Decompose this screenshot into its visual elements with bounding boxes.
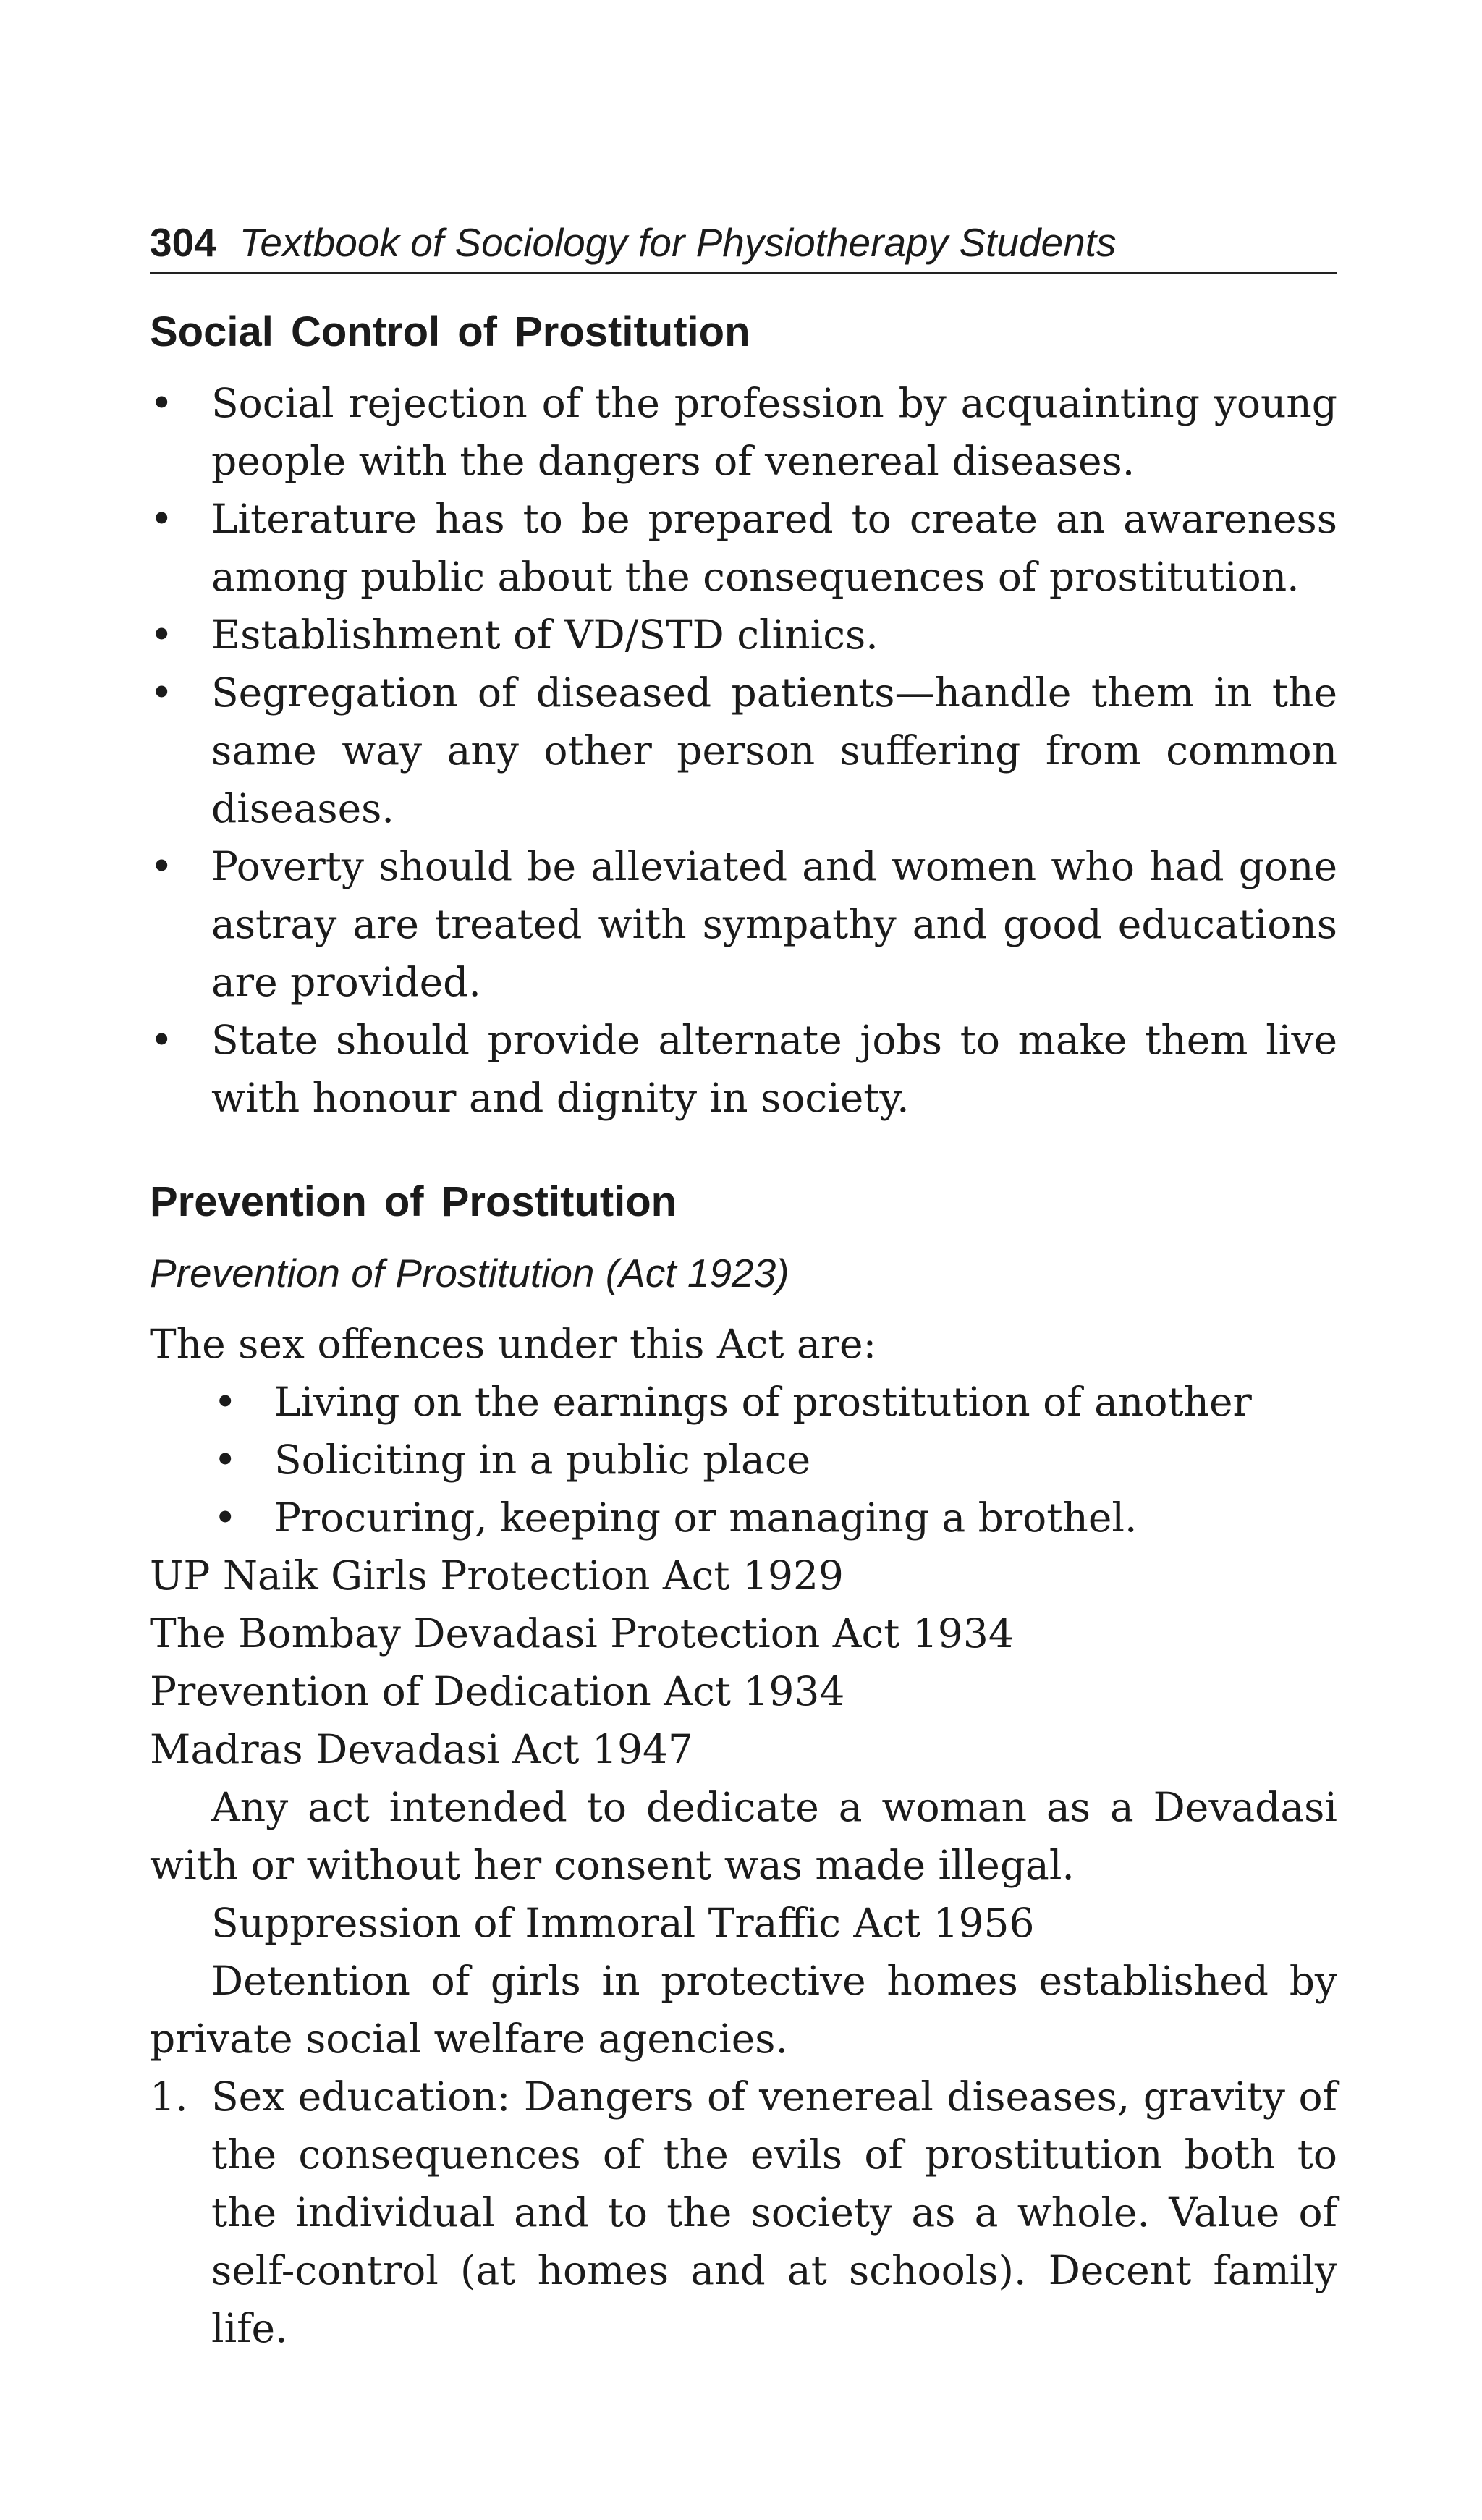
item-number: 1. (150, 2073, 188, 2120)
offences-list (150, 1373, 1337, 1547)
bullet-icon: • (150, 1017, 174, 1063)
bullet-icon: • (150, 669, 174, 716)
list-item-text: Social rejection of the profession by acquainting young people with the dangers of venereal diseases. (211, 380, 1337, 484)
list-item-text: State should provide alternate jobs to make them live with honour and dignity in society. (211, 1017, 1337, 1121)
list-item-text: Soliciting in a public place (274, 1437, 811, 1483)
list-item (150, 664, 1337, 837)
book-title: Textbook of Sociology for Physiotherapy Students (239, 220, 1117, 265)
numbered-item-text: Sex education: Dangers of venereal diseases, gravity of the consequences of the evils of prostitution both to the individual and to the society as a whole. Value of self-control (at homes and at schools). Decent family life. (211, 2073, 1337, 2351)
bullet-icon: • (213, 1379, 237, 1425)
list-item (150, 1373, 1337, 1431)
bullet-icon: • (150, 612, 174, 658)
list-item (150, 1431, 1337, 1489)
list-item (150, 1011, 1337, 1127)
numbered-list (150, 2068, 1337, 2357)
offences-intro: The sex offences under this Act are: (150, 1321, 877, 1367)
paragraph: Any act intended to dedicate a woman as a Devadasi with or without her consent was made illegal. (150, 1784, 1337, 1888)
list-item-text: Literature has to be prepared to create an awareness among public about the consequences of prostitution. (211, 496, 1337, 600)
list-item (150, 374, 1337, 490)
section-heading-prevention: Prevention of Prostitution (150, 1178, 677, 1225)
list-item-text: Poverty should be alleviated and women who had gone astray are treated with sympathy and good educations are provided. (211, 843, 1337, 1005)
bullet-icon: • (150, 380, 174, 426)
list-item (150, 837, 1337, 1011)
paragraph: Suppression of Immoral Traffic Act 1956 (211, 1900, 1035, 1946)
page-number: 304 (150, 220, 216, 265)
list-item (150, 490, 1337, 606)
act-line: UP Naik Girls Protection Act 1929 (150, 1552, 844, 1599)
act-line: The Bombay Devadasi Protection Act 1934 (150, 1610, 1014, 1657)
paragraph: Detention of girls in protective homes established by private social welfare agencies. (150, 1958, 1337, 2062)
list-item-text: Procuring, keeping or managing a brothel. (274, 1494, 1138, 1541)
list-item (150, 1489, 1337, 1547)
section-heading-social-control: Social Control of Prostitution (150, 308, 750, 355)
bullet-icon: • (213, 1494, 237, 1541)
bullet-icon: • (150, 496, 174, 542)
act-line: Prevention of Dedication Act 1934 (150, 1668, 845, 1714)
bullet-icon: • (150, 843, 174, 889)
section-spacer (150, 1127, 1337, 1173)
list-item-text: Living on the earnings of prostitution of another (274, 1379, 1252, 1425)
act-line: Madras Devadasi Act 1947 (150, 1726, 693, 1772)
list-item (150, 606, 1337, 664)
subheading-act-1923: Prevention of Prostitution (Act 1923) (150, 1251, 789, 1295)
list-item-text: Establishment of VD/STD clinics. (211, 612, 878, 658)
social-control-list (150, 374, 1337, 1127)
list-item-text: Segregation of diseased patients—handle them in the same way any other person suffering from common diseases. (211, 669, 1337, 832)
numbered-item (150, 2068, 1337, 2357)
bullet-icon: • (213, 1437, 237, 1483)
running-header (150, 217, 1337, 274)
